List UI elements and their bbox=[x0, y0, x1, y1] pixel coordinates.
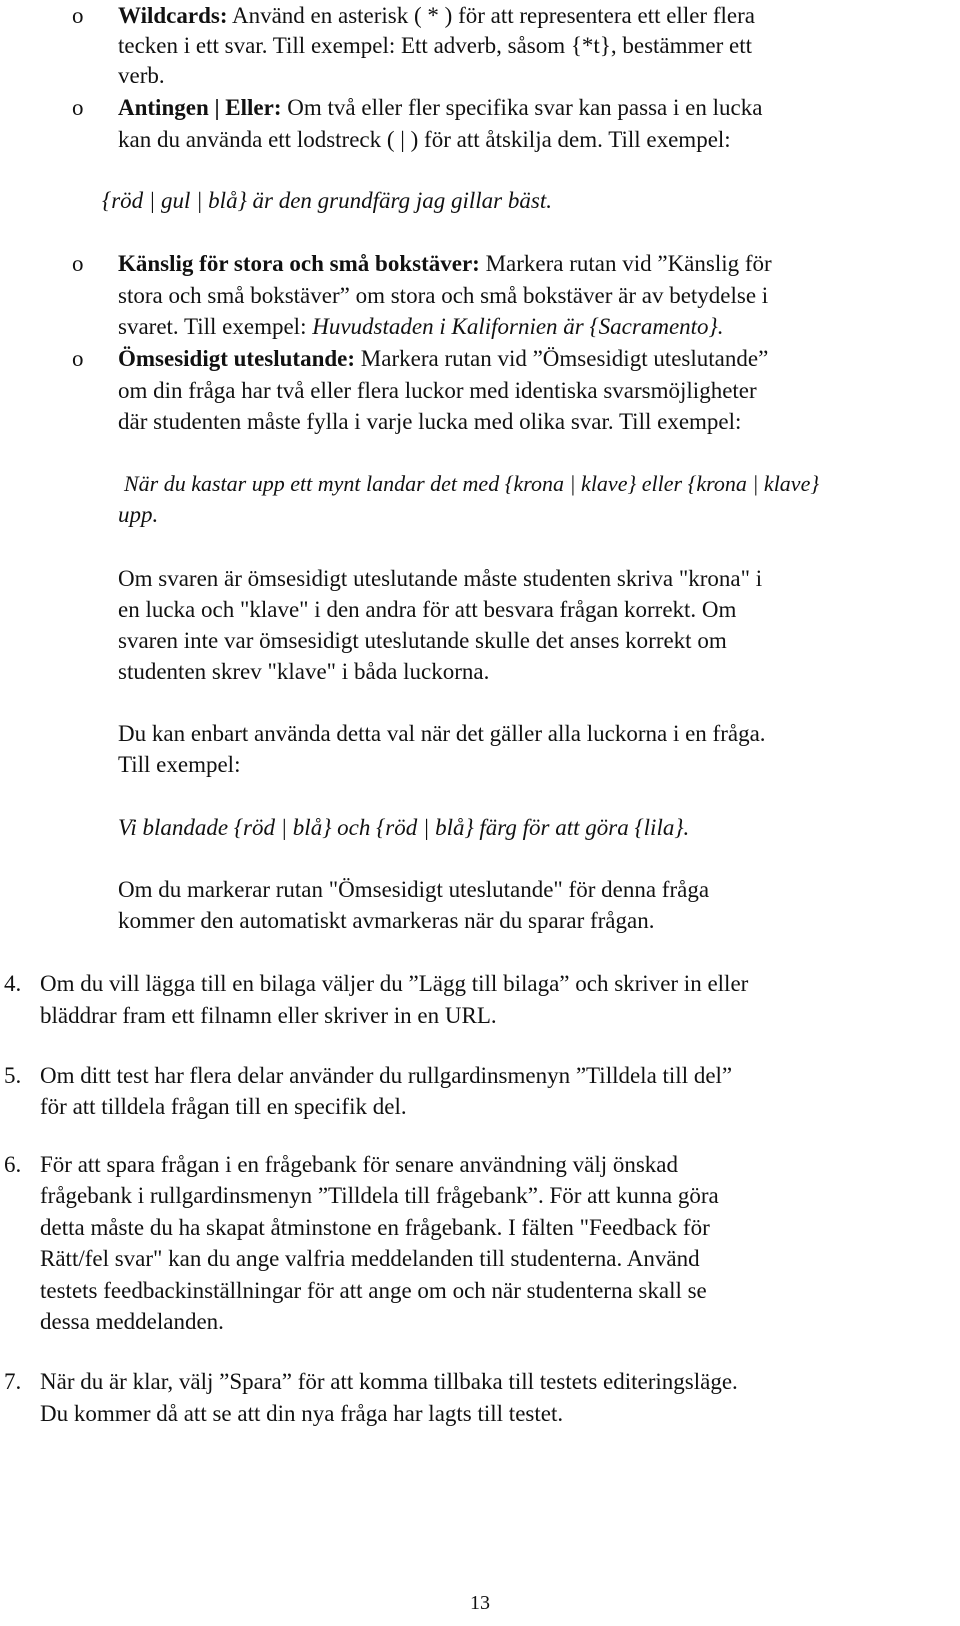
step-number: 7. bbox=[4, 1369, 22, 1394]
bullet-line bbox=[118, 0, 755, 32]
step-line: Om du vill lägga till en bilaga väljer du ”Lägg till bilaga” och skriver in eller bbox=[40, 971, 749, 996]
paragraph-line: svaren inte var ömsesidigt uteslutande skulle det anses korrekt om bbox=[118, 628, 727, 653]
example-text: Vi blandade {röd | blå} och {röd | blå} färg för att göra {lila}. bbox=[118, 815, 690, 840]
bullet-line: om din fråga har två eller flera luckor med identiska svarsmöjligheter bbox=[118, 378, 757, 403]
example-text: Huvudstaden i Kalifornien är {Sacramento}. bbox=[312, 314, 724, 339]
step-line: dessa meddelanden. bbox=[40, 1309, 224, 1334]
bullet-text: Använd en asterisk ( * ) för att representera ett eller flera bbox=[227, 3, 755, 28]
bullet-text: Markera rutan vid ”Känslig för bbox=[479, 251, 772, 276]
step-number: 5. bbox=[4, 1063, 22, 1088]
step-line: testets feedbackinställningar för att ange om och när studenterna skall se bbox=[40, 1278, 707, 1303]
bullet-term: Antingen | Eller: bbox=[118, 95, 282, 120]
step-line: frågebank i rullgardinsmenyn ”Tilldela till frågebank”. För att kunna göra bbox=[40, 1183, 719, 1208]
bullet-line: där studenten måste fylla i varje lucka med olika svar. Till exempel: bbox=[118, 409, 742, 434]
step-line: Du kommer då att se att din nya fråga har lagts till testet. bbox=[40, 1401, 564, 1426]
bullet-term: Ömsesidigt uteslutande: bbox=[118, 346, 356, 371]
bullet-line: verb. bbox=[118, 63, 165, 88]
bullet-marker: o bbox=[72, 95, 84, 120]
step-line: För att spara frågan i en frågebank för senare användning välj önskad bbox=[40, 1152, 679, 1177]
bullet-line bbox=[118, 343, 768, 375]
bullet-term: Wildcards: bbox=[118, 3, 228, 28]
paragraph-line: studenten skrev "klave" i båda luckorna. bbox=[118, 659, 490, 684]
bullet-text: svaret. Till exempel: bbox=[118, 314, 313, 339]
bullet-line bbox=[118, 248, 772, 280]
bullet-line: tecken i ett svar. Till exempel: Ett adverb, såsom {*t}, bestämmer ett bbox=[118, 33, 753, 58]
step-line: Rätt/fel svar" kan du ange valfria meddelanden till studenterna. Använd bbox=[40, 1246, 700, 1271]
paragraph-line: kommer den automatiskt avmarkeras när du sparar frågan. bbox=[118, 908, 655, 933]
bullet-line bbox=[118, 92, 762, 124]
step-number: 4. bbox=[4, 971, 22, 996]
paragraph-line: en lucka och "klave" i den andra för att besvara frågan korrekt. Om bbox=[118, 597, 737, 622]
example-text: {röd | gul | blå} är den grundfärg jag gillar bäst. bbox=[102, 188, 552, 213]
bullet-line: kan du använda ett lodstreck ( | ) för att åtskilja dem. Till exempel: bbox=[118, 127, 731, 152]
paragraph-line: Till exempel: bbox=[118, 752, 241, 777]
paragraph-line: Om du markerar rutan "Ömsesidigt uteslutande" för denna fråga bbox=[118, 877, 710, 902]
bullet-line bbox=[118, 311, 724, 343]
paragraph-line: Du kan enbart använda detta val när det gäller alla luckorna i en fråga. bbox=[118, 721, 766, 746]
bullet-marker: o bbox=[72, 3, 84, 28]
step-number: 6. bbox=[4, 1152, 22, 1177]
example-text: När du kastar upp ett mynt landar det med {krona | klave} eller {krona | klave} bbox=[124, 471, 820, 496]
step-line: bläddrar fram ett filnamn eller skriver in en URL. bbox=[40, 1003, 497, 1028]
bullet-term: Känslig för stora och små bokstäver: bbox=[118, 251, 480, 276]
page-number: 13 bbox=[470, 1592, 490, 1614]
bullet-text: Markera rutan vid ”Ömsesidigt uteslutande” bbox=[355, 346, 769, 371]
bullet-text: Om två eller fler specifika svar kan passa i en lucka bbox=[281, 95, 763, 120]
step-line: för att tilldela frågan till en specifik del. bbox=[40, 1094, 407, 1119]
bullet-marker: o bbox=[72, 251, 84, 276]
step-line: detta måste du ha skapat åtminstone en frågebank. I fälten "Feedback för bbox=[40, 1215, 710, 1240]
step-line: När du är klar, välj ”Spara” för att komma tillbaka till testets editeringsläge. bbox=[40, 1369, 738, 1394]
example-text: upp. bbox=[118, 502, 159, 527]
bullet-line: stora och små bokstäver” om stora och små bokstäver är av betydelse i bbox=[118, 283, 769, 308]
step-line: Om ditt test har flera delar använder du rullgardinsmenyn ”Tilldela till del” bbox=[40, 1063, 733, 1088]
bullet-marker: o bbox=[72, 346, 84, 371]
paragraph-line: Om svaren är ömsesidigt uteslutande måste studenten skriva "krona" i bbox=[118, 566, 763, 591]
